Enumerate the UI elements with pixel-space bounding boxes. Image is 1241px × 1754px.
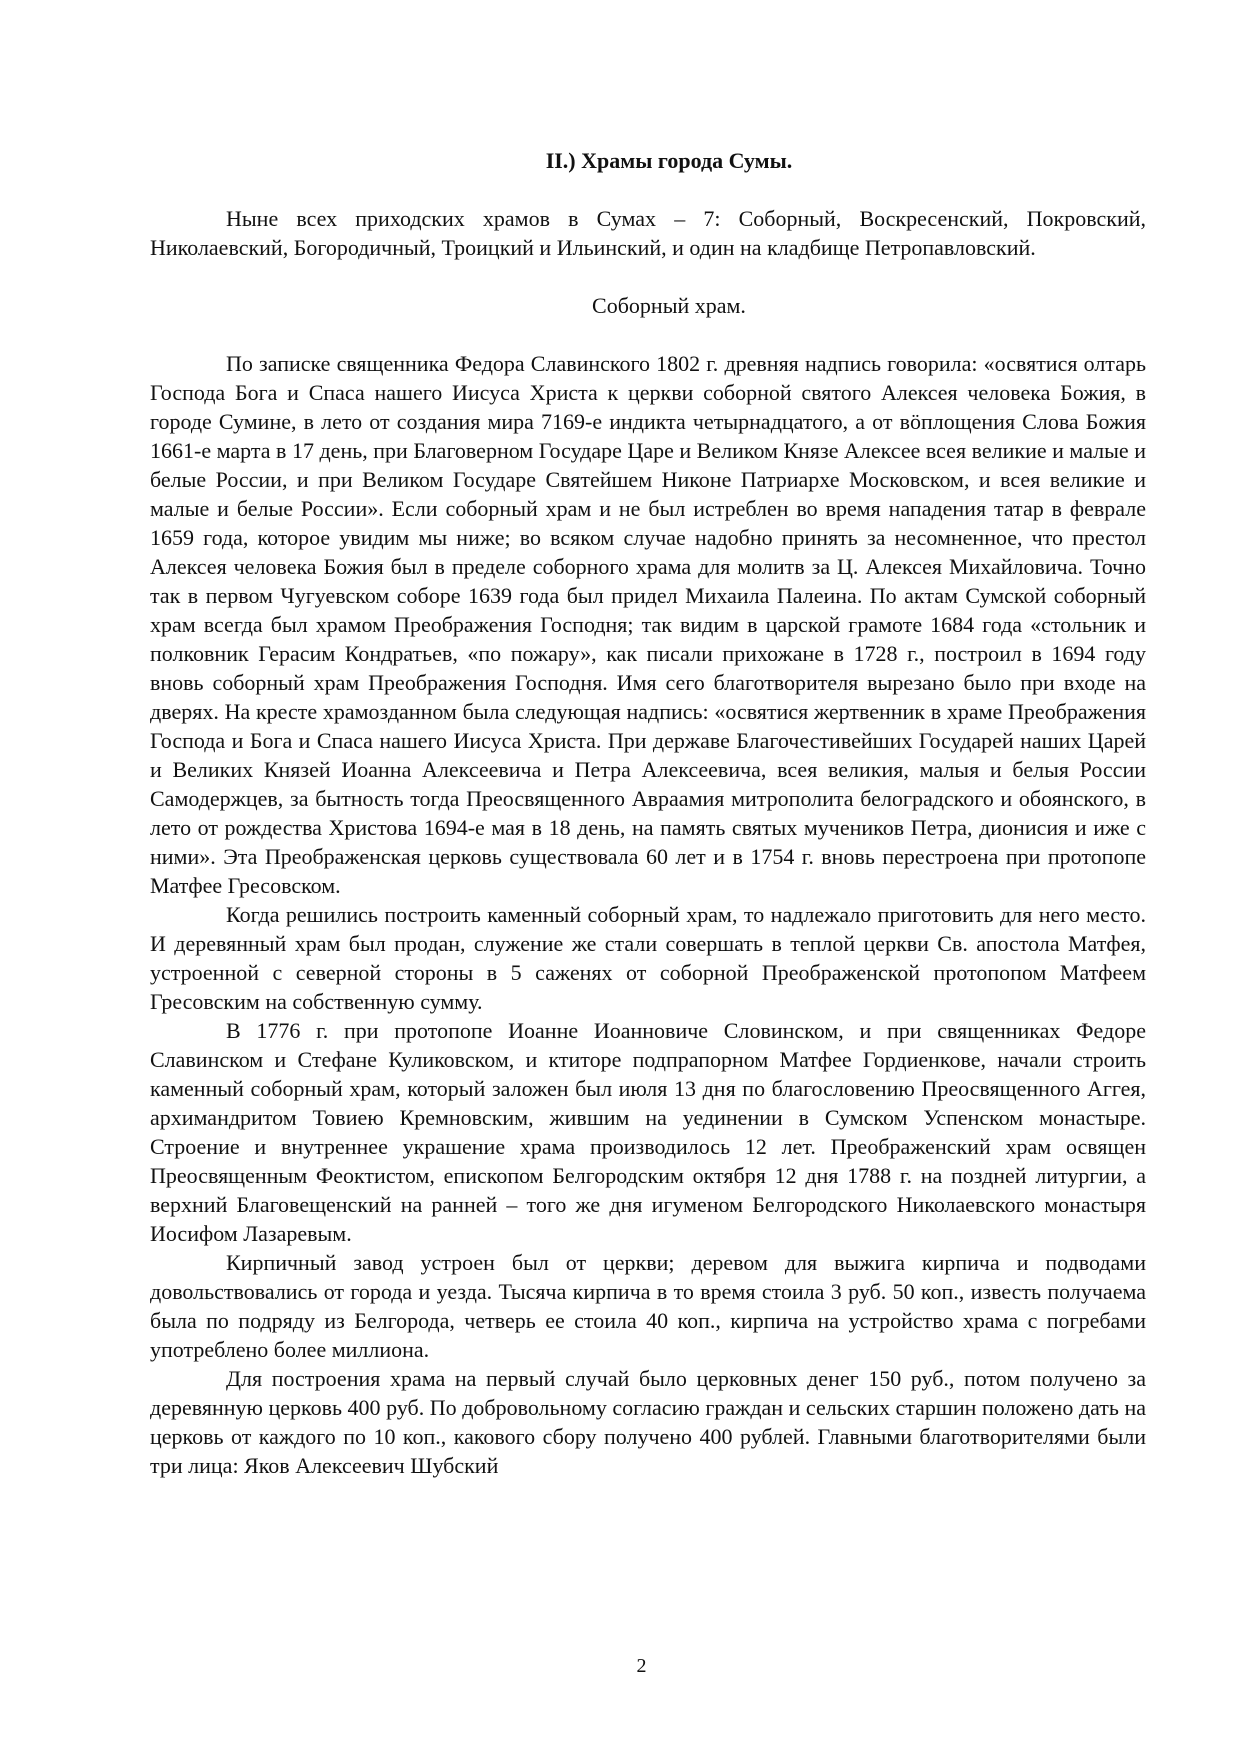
body-paragraph-2: Когда решились построить каменный соборный храм, то надлежало приготовить для него место. И деревянный храм был продан, служение же стали совершать в теплой церкви Св. апостола Матфея, устроенной с северной стороны в 5 саженях от соборной Преображенской протопопом Матфеем Гресовским на собственную сумму. <box>150 902 1146 1014</box>
body-paragraph-4: Кирпичный завод устроен был от церкви; деревом для выжига кирпича и подводами довольствовались от города и уезда. Тысяча кирпича в то время стоила 3 руб. 50 коп., известь получаема была по подряду из Белгорода, четверь ее стоила 40 коп., кирпича на устройство храма с погребами употреблено более миллиона. <box>150 1250 1146 1362</box>
body-paragraph-1: По записке священника Федора Славинского 1802 г. древняя надпись говорила: «освятися олтарь Господа Бога и Спаса нашего Иисуса Христа к церкви соборной святого Алексея человека Божия, в городе Сумине, в лето от создания мира 7169-е индикта четырнадцатого, а от вöплощения Слова Божия 1661-е марта в 17 день, при Благоверном Государе Царе и Великом Князе Алексее всея великие и малые и белые России, и при Великом Государе Святейшем Никоне Патриархе Московском, и всея великие и малые и белые России». Если соборный храм и не был истреблен во время нападения татар в феврале 1659 года, которое увидим мы ниже; во всяком случае надобно принять за несомненное, что престол Алексея человека Божия был в пределе соборного храма для молитв за Ц. Алексея Михайловича. Точно так в первом Чугуевском соборе 1639 года был придел Михаила Палеина. По актам Сумской соборный храм всегда был храмом Преображения Господня; так видим в царской грамоте 1684 года «стольник и полковник Герасим Кондратьев, «по пожару», как писали прихожане в 1728 г., построил в 1694 году вновь соборный храм Преображения Господня. Имя сего благотворителя вырезано было при входе на дверях. На кресте храмозданном была следующая надпись: «освятися жертвенник в храме Преображения Господа и Бога и Спаса нашего Иисуса Христа. При державе Благочестивейших Государей наших Царей и Великих Князей Иоанна Алексеевича и Петра Алексеевича, всея великия, малыя и белыя России Самодержцев, за бытность тогда Преосвященного Авраамия митрополита белоградского и обоянского, в лето от рождества Христова 1694-е мая в 18 день, на память святых мучеников Петра, дионисия и иже с ними». Эта Преображенская церковь существовала 60 лет и в 1754 г. вновь перестроена при протопопе Матфее Гресовском. <box>150 351 1146 898</box>
page-number: 2 <box>636 1655 647 1677</box>
body-paragraph-5: Для построения храма на первый случай было церковных денег 150 руб., потом получено за деревянную церковь 400 руб. По добровольному согласию граждан и сельских старшин положено дать на церковь от каждого по 10 коп., какового сбору получено 400 рублей. Главными благотворителями были три лица: Яков Алексеевич Шубский <box>150 1366 1146 1478</box>
chapter-title: II.) Храмы города Сумы. <box>545 148 793 173</box>
section-title: Соборный храм. <box>592 293 746 318</box>
document-body <box>150 146 1146 1480</box>
intro-paragraph: Ныне всех приходских храмов в Сумах – 7: Соборный, Воскресенский, Покровский, Николаевский, Богородичный, Троицкий и Ильинский, и один на кладбище Петропавловский. <box>150 206 1146 260</box>
body-paragraph-3: В 1776 г. при протопопе Иоанне Иоанновиче Словинском, и при священниках Федоре Славинском и Стефане Куликовском, и ктиторе подпрапорном Матфее Гордиенкове, начали строить каменный соборный храм, который заложен был июля 13 дня по благословению Преосвященного Аггея, архимандритом Товиею Кремновским, жившим на уединении в Сумском Успенском монастыре. Строение и внутреннее украшение храма производилось 12 лет. Преображенский храм освящен Преосвященным Феоктистом, епископом Белгородским октября 12 дня 1788 г. на поздней литургии, а верхний Благовещенский на ранней – того же дня игуменом Белгородского Николаевского монастыря Иосифом Лазаревым. <box>150 1018 1146 1246</box>
